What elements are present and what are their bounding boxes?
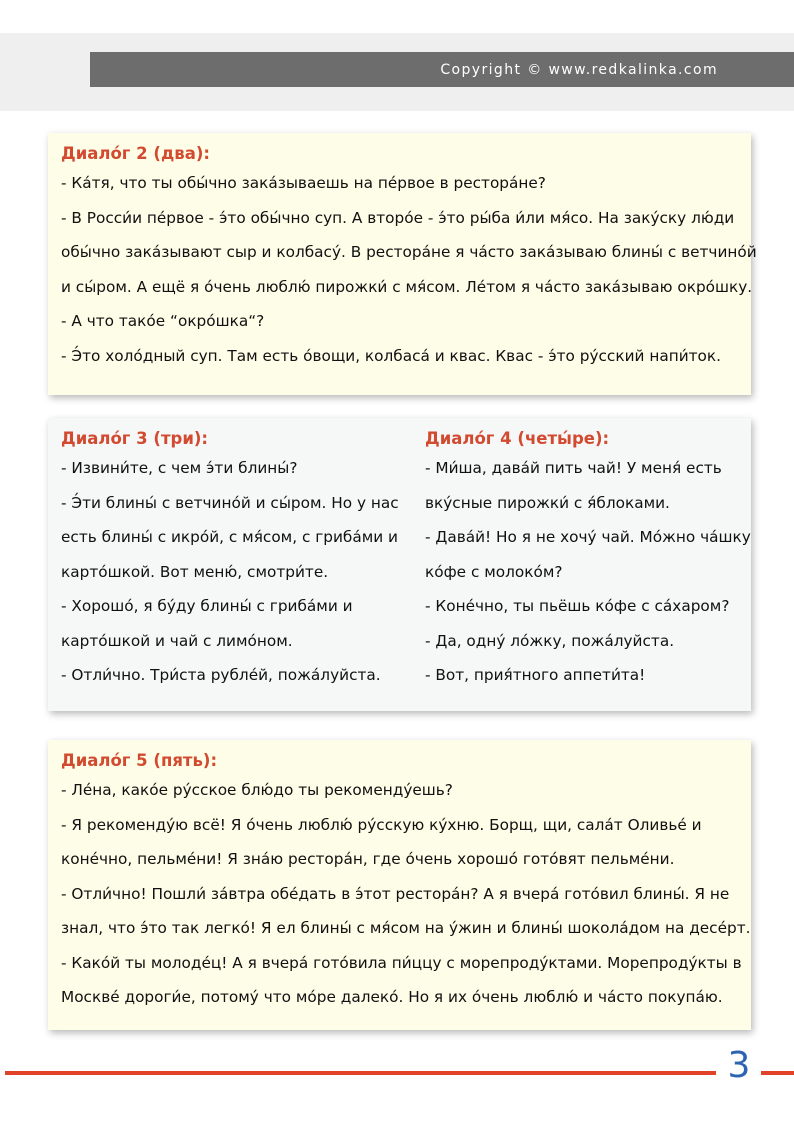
dialog-3-line: карто́шкой и чай с лимо́ном. xyxy=(61,631,293,650)
dialog-4-line: - Дава́й! Но я не хочу́ чай. Мо́жно ча́шку xyxy=(425,528,751,546)
dialog-3-line: - Отли́чно. Три́ста рубле́й, пожа́луйста. xyxy=(61,666,381,684)
dialog-5-line: Москве́ дороги́е, потому́ что мо́ре далеко́. Но я их о́чень люблю́ и ча́сто покупа́ю. xyxy=(61,988,723,1006)
footer-rule-right xyxy=(761,1071,794,1075)
dialog-2-line: - В Росси́и пе́рвое - э́то обы́чно суп. А второ́е - э́то ры́ба и́ли мя́со. На заку́ску лю́ди xyxy=(61,208,735,227)
dialog-2-line: и сы́ром. А ещё я о́чень люблю́ пирожки́ с мя́сом. Ле́том я ча́сто зака́зываю окро́шку. xyxy=(61,277,753,296)
dialog-2-line: - Ка́тя, что ты обы́чно зака́зываешь на пе́рвое в рестора́не? xyxy=(61,174,546,192)
copyright-bar xyxy=(90,52,794,87)
dialog-3-line: - Извини́те, с чем э́ти блины́? xyxy=(61,459,298,477)
page-number: 3 xyxy=(727,1045,751,1086)
dialog-4-column xyxy=(425,428,751,693)
dialog-4-line: - Да, одну́ ло́жку, пожа́луйста. xyxy=(425,631,675,650)
dialog-4-line: - Вот, прия́тного аппети́та! xyxy=(425,666,646,684)
dialog-5-line: коне́чно, пельме́ни! Я зна́ю рестора́н, где о́чень хорошо́ гото́вят пельме́ни. xyxy=(61,850,675,868)
footer-rule-left xyxy=(5,1071,716,1075)
dialog-3-title: Диало́г 3 (три): xyxy=(61,429,209,448)
dialog-5-title: Диало́г 5 (пять): xyxy=(61,751,218,770)
dialog-5-line: - Ле́на, како́е ру́сское блю́до ты рекоменду́ешь? xyxy=(61,781,453,799)
dialog-4-line: - Ми́ша, дава́й пить чай! У меня́ есть xyxy=(425,459,722,477)
dialog-3-line: - Хорошо́, я бу́ду блины́ с гриба́ми и xyxy=(61,597,353,615)
dialog-2-line: - Э́то холо́дный суп. Там есть о́вощи, колбаса́ и квас. Квас - э́то ру́сский напи́ток. xyxy=(61,346,722,365)
dialog-3-line: - Э́ти блины́ с ветчино́й и сы́ром. Но у нас xyxy=(61,493,399,512)
dialog-4-line: - Коне́чно, ты пьёшь ко́фе с са́харом? xyxy=(425,597,730,615)
dialog-3-column xyxy=(61,428,399,693)
dialog-5-line: - Отли́чно! Пошли́ за́втра обе́дать в э́тот рестора́н? А я вчера́ гото́вил блины́. Я не xyxy=(61,884,730,903)
dialog-5-line: - Како́й ты молоде́ц! А я вчера́ гото́вила пи́ццу с морепроду́ктами. Морепроду́кты в xyxy=(61,953,742,972)
dialog-5-line: - Я рекоменду́ю всё! Я о́чень люблю́ ру́сскую ку́хню. Борщ, щи, сала́т Оливье́ и xyxy=(61,815,702,834)
dialog-3-line: есть блины́ с икро́й, с мя́сом, с гриба́ми и xyxy=(61,528,398,546)
dialog-2-box xyxy=(48,133,757,395)
dialog-2-line: обы́чно зака́зывают сыр и колбасу́. В рестора́не я ча́сто зака́зываю блины́ с ветчино́й xyxy=(61,243,757,261)
dialog-5-line: знал, что э́то так легко́! Я ел блины́ с мя́сом на у́жин и блины́ шокола́дом на десе́рт. xyxy=(61,919,751,937)
dialog-4-line: вку́сные пирожки́ с я́блоками. xyxy=(425,493,670,512)
dialog-2-title: Диало́г 2 (два): xyxy=(61,144,210,163)
dialog-3-line: карто́шкой. Вот меню́, смотри́те. xyxy=(61,562,329,581)
copyright-text: Copyright © www.redkalinka.com xyxy=(440,61,718,78)
dialog-5-box xyxy=(48,740,751,1030)
dialogs-3-4-box xyxy=(48,418,751,711)
dialog-4-title: Диало́г 4 (четы́ре): xyxy=(425,429,610,448)
dialog-2-line: - А что тако́е “окро́шка“? xyxy=(61,312,265,330)
dialog-4-line: ко́фе с молоко́м? xyxy=(425,562,563,581)
